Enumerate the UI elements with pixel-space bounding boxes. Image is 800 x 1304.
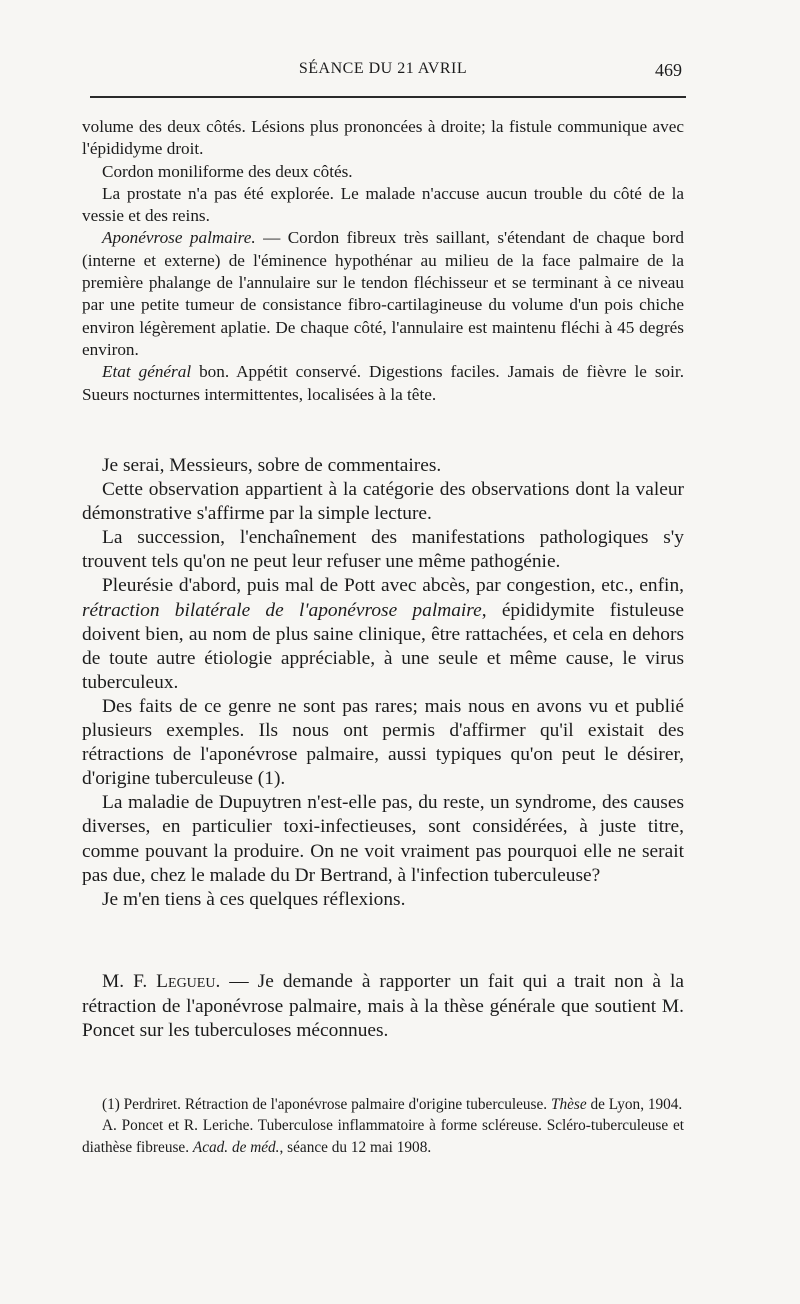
observation-paragraph bbox=[82, 361, 684, 406]
observation-paragraph: La prostate n'a pas été explorée. Le malade n'accuse aucun trouble du côté de la vessie et des reins. bbox=[82, 183, 684, 226]
footnotes bbox=[82, 1094, 684, 1158]
commentary-paragraph: Cette observation appartient à la catégorie des observations dont la valeur démonstrative s'affirme par la simple lecture. bbox=[82, 479, 684, 525]
emphasis: Acad. de méd. bbox=[192, 1138, 280, 1156]
header-rule bbox=[90, 96, 686, 98]
commentary-paragraph: Des faits de ce genre ne sont pas rares; mais nous en avons vu et publié plusieurs exemples. Ils nous ont permis d'affirmer qu'il existait des rétractions de l'aponévrose palmaire, aussi typiques qu'on peut le désirer, d'origine tuberculeuse (1). bbox=[82, 695, 684, 790]
observation-paragraph: volume des deux côtés. Lésions plus prononcées à droite; la fistule communique avec l'épididyme droit. bbox=[82, 117, 684, 159]
emphasis: rétraction bilatérale de l'aponévrose palmaire bbox=[82, 599, 482, 621]
section-text: bon. Appétit conservé. Digestions faciles. Jamais de fièvre le soir. Sueurs nocturnes intermittentes, localisées à la tête. bbox=[82, 362, 684, 404]
emphasis: Thèse bbox=[550, 1096, 587, 1113]
commentary-paragraph: La maladie de Dupuytren n'est-elle pas, du reste, un syndrome, des causes diverses, en particulier toxi-infectieuses, sont considérées, à juste titre, comme pouvant la produire. On ne voit vraiment pas pourquoi elle ne serait pas due, chez le malade du Dr Bertrand, à l'infection tuberculeuse? bbox=[82, 792, 684, 886]
section-label: Aponévrose palmaire. bbox=[102, 228, 256, 248]
discussion-paragraph bbox=[82, 970, 684, 1044]
discussion-text: . — Je demande à rapporter un fait qui a trait non à la rétraction de l'aponévrose palmaire, mais à la thèse générale que soutient M. Poncet sur les tuberculoses méconnues. bbox=[82, 971, 684, 1042]
observation-paragraph: Cordon moniliforme des deux côtés. bbox=[102, 161, 353, 181]
footnote bbox=[82, 1094, 684, 1115]
text-run: , épididymite fistuleuse doivent bien, au nom de plus saine clinique, être rattachées, et cela en dehors de toute autre étiologie appréciable, à une seule et même cause, le virus tuberculeux. bbox=[82, 599, 685, 693]
speaker-prefix: M. F. bbox=[102, 971, 157, 992]
commentary-paragraph: Je m'en tiens à ces quelques réflexions. bbox=[102, 888, 406, 910]
commentary-paragraph bbox=[82, 574, 684, 694]
text-run: Pleurésie d'abord, puis mal de Pott avec abcès, par congestion, etc., enfin, bbox=[102, 575, 684, 597]
text-run: A. Poncet et R. Leriche. Tuberculose inflammatoire à forme scléreuse. Scléro-tuberculeuse et diathèse fibreuse. bbox=[82, 1117, 684, 1156]
case-observation bbox=[82, 116, 684, 406]
observation-paragraph bbox=[82, 227, 684, 361]
section-label: Etat général bbox=[102, 362, 192, 382]
running-header bbox=[82, 60, 684, 84]
text-run: (1) Perdriret. Rétraction de l'aponévrose palmaire d'origine tuberculeuse. bbox=[102, 1096, 551, 1113]
footnote bbox=[82, 1115, 684, 1158]
section-text: — Cordon fibreux très saillant, s'étendant de chaque bord (interne et externe) de l'éminence hypothénar au milieu de la face palmaire de la première phalange de l'annulaire sur le tendon fléchisseur et se terminant à ce niveau par une petite tumeur de consistance fibro-cartilagineuse du volume d'un pois chiche environ légèrement aplatie. De chaque côté, l'annulaire est maintenu fléchi à 45 degrés environ. bbox=[82, 228, 685, 359]
page-number: 469 bbox=[655, 60, 682, 80]
text-run: , séance du 12 mai 1908. bbox=[279, 1138, 432, 1156]
speaker-name: Legueu bbox=[156, 971, 216, 992]
commentary-paragraph: Je serai, Messieurs, sobre de commentaires. bbox=[102, 455, 442, 476]
running-title: SÉANCE DU 21 AVRIL bbox=[298, 60, 468, 77]
discussion bbox=[82, 970, 684, 1044]
text-run: de Lyon, 1904. bbox=[586, 1096, 683, 1113]
commentary bbox=[82, 454, 684, 912]
commentary-paragraph: La succession, l'enchaînement des manifestations pathologiques s'y trouvent tels qu'on ne peut leur refuser une même pathogénie. bbox=[82, 527, 684, 573]
